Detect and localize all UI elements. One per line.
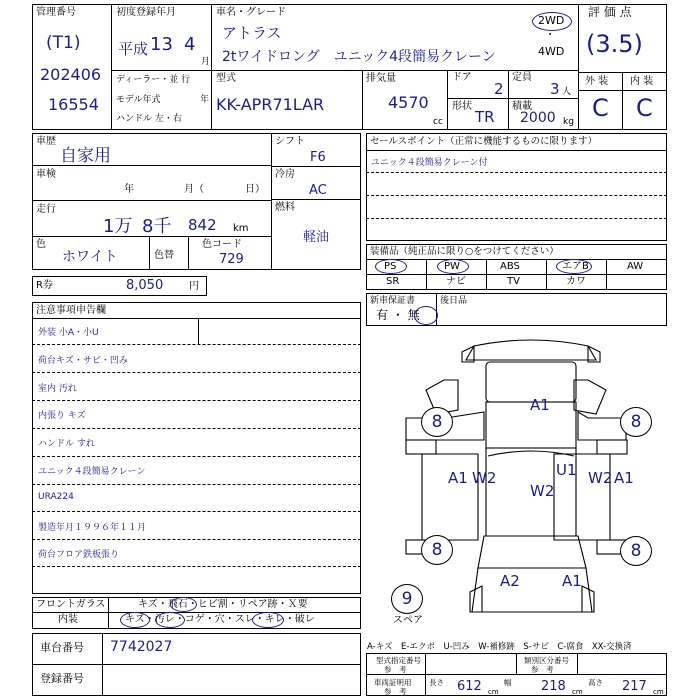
manual-label: 後日品 [440,296,468,306]
ac-value: AC [309,183,327,198]
width-value: 218 [541,679,566,694]
dealer-label: ディーラー・並 行 [116,75,191,85]
roof-top-outline [466,340,596,360]
drive-4wd: 4WD [538,45,565,58]
inspect-month: 月（ [184,184,204,195]
cert-ref: 参 考 [384,687,407,696]
glass-int-items: キズ・汚レ・コゲ・穴・スレ・キレ・破レ [125,614,315,625]
designation-ref: 参 考 [384,665,407,674]
int-label: 内 装 [630,76,654,87]
equip-ps: PS [384,261,397,272]
length-label: 長さ [429,678,444,687]
load-unit: kg [563,117,574,127]
name-label: 車名・グレード [216,7,286,18]
color-value: ホワイト [62,249,118,265]
disp-unit: cc [433,117,443,127]
recycle-label: R券 [36,280,53,291]
glass-stone-circle [170,597,197,612]
reg-month-unit: 月 [201,57,211,67]
damage-a2-bottom: A2 [500,572,520,590]
recycle-box [32,276,207,296]
inspect-year: 年 [124,184,134,195]
damage-w2-left: W2 [472,469,497,487]
inspect-day: 日） [245,184,265,195]
tire-rear-left-icon: 8 [421,535,453,565]
cert-label: 車両証明用 [374,678,412,687]
height-label: 高さ [588,678,603,687]
fuel-label: 燃料 [275,202,295,213]
load-value: 2000 [520,110,556,126]
cap-label: 定員 [512,72,532,83]
width-unit: cm [572,688,583,696]
use-value: 自家用 [60,146,111,166]
damage-u1: U1 [556,461,577,479]
damage-a1-left: A1 [448,469,468,487]
equip-tv: TV [507,276,520,287]
mileage-sen: 8千 [142,216,172,237]
wheel-arch-fr [597,440,627,454]
tire-front-left-icon: 8 [421,407,453,437]
mirror-right [574,380,606,414]
glass-front-items: キズ・飛石・ヒビ割・リペア跡・Ｘ要 [138,599,308,610]
shape-label: 形状 [452,101,472,112]
equip-navi: ナビ [446,276,466,287]
notes-title: 注意事項申告欄 [36,305,106,316]
sales-title: セールスポイント（正常に機能するものに限ります） [370,136,598,147]
equip-airbag-circle [556,259,592,274]
mileage-rest: 842 [188,216,217,234]
equip-leather: カワ [566,276,586,287]
reg-month: 4 [184,34,196,55]
type-value: KK-APR71LAR [216,95,325,114]
load-label: 積載 [512,101,532,112]
door-label: ドア [452,72,472,83]
recycle-value: 8,050 [126,278,164,293]
cap-value: 3 [550,80,560,98]
note-line-9: 荷台フロア鉄板張り [38,550,120,560]
int-rub-circle [252,612,284,628]
wheel-arch-fl [406,440,436,454]
model-year-unit: 年 [200,95,210,105]
int-dirt-circle [155,612,185,628]
door-value: 2 [494,80,504,98]
cab-windshield [488,451,574,456]
damage-w2-center: W2 [530,482,555,500]
ext-label: 外 装 [585,76,609,87]
equip-sr: SR [386,276,400,287]
name-line2: 2tワイドロング ユニック4段簡易クレーン [222,49,496,65]
reg-era: 平成 [118,40,149,58]
equipment-title: 装備品（純正品に限り○をつけてください） [370,246,559,257]
damage-a1-top: A1 [530,396,550,414]
cap-unit: 人 [562,87,572,97]
damage-legend: A-キズ E-エクボ U-凹み W-補修跡 S-サビ C-腐食 XX-交換済 [367,642,632,652]
drive-2wd: 2WD [538,14,565,27]
kanri-label: 管理番号 [36,7,76,18]
handle-label: ハンドル 左・右 [116,114,182,124]
tire-front-right-icon: 8 [620,407,652,437]
tire-rear-right-icon: 8 [620,536,652,566]
class-label: 類別区分番号 [524,656,569,665]
width-label: 幅 [504,678,512,687]
color-label: 色 [36,239,46,250]
equip-ps-circle [375,259,407,274]
disp-value: 4570 [388,93,429,112]
equip-pw: PW [444,261,460,272]
kanri-num1: 202406 [40,65,102,84]
sales-line1: ユニック４段簡易クレーン付 [371,158,488,168]
warranty-circle [414,306,438,325]
name-line1: アトラス [222,24,282,42]
chassis-label: 車台番号 [40,641,84,654]
equip-abs: ABS [500,261,520,272]
damage-w2-right: W2 [588,469,613,487]
int-scratch-circle [120,612,150,628]
kanri-num2: 16554 [48,95,99,114]
note-line-5: ハンドル すれ [38,439,95,449]
drive-dot: ・ [545,30,555,41]
recycle-unit: 円 [189,281,199,292]
use-label: 車歴 [36,136,56,147]
mileage-unit: km [233,223,249,234]
equip-pw-circle [437,259,469,274]
note-line-8: 製造年月１９９６年１１月 [38,523,147,533]
height-value: 217 [622,679,647,694]
warranty-value: 有 ・ 無 [376,308,420,322]
warranty-label: 新車保証書 [370,296,416,306]
inspect-label: 車検 [36,169,56,180]
reg-number-label: 登録番号 [40,672,84,685]
score-label: 評 価 点 [588,5,632,19]
note-line-1: 外装 小A・小U [38,328,99,338]
front-bumper [478,536,586,568]
equip-airbag: エアB [562,261,589,272]
designation-label: 型式指定番号 [376,656,421,665]
front-lamp-left [470,586,482,612]
mileage-label: 走行 [36,204,56,215]
shape-value: TR [475,108,495,126]
cab-right-top [578,412,626,440]
mileage-man: 1万 [103,216,133,237]
color-code-label: 色コード [202,239,242,250]
reg-year: 13 [150,34,173,55]
damage-a1-right: A1 [614,469,634,487]
front-lamp-right [582,586,594,612]
kanri-grade: (T1) [46,33,81,53]
chassis-value: 7742027 [110,639,173,655]
note-line-3: 室内 汚れ [38,384,77,394]
reg-label: 初度登録年月 [116,7,176,18]
note-line-6: ユニック４段簡易クレーン [38,467,146,477]
note-line-2: 荷台キズ・サビ・凹み [38,356,128,366]
glass-front-label: フロントガラス [36,599,106,610]
color-code-value: 729 [219,252,244,267]
damage-a1-bottom: A1 [562,572,582,590]
color-change-label: 色替 [154,250,174,261]
ac-label: 冷房 [275,169,295,180]
length-value: 612 [457,679,482,694]
note-line-4: 内張り キズ [38,411,86,421]
disp-label: 排気量 [366,73,396,84]
model-year-label: モデル年式 [116,95,161,105]
equip-aw: AW [627,261,644,272]
note-line-7: URA224 [38,492,74,502]
class-ref: 参 考 [531,665,554,674]
length-unit: cm [488,688,499,696]
int-value: C [636,94,653,122]
score-value: (3.5) [586,30,643,58]
shift-label: シフト [275,136,305,147]
shift-value: F6 [310,150,326,165]
type-label: 型式 [216,73,236,84]
spare-label: スペア [393,615,423,626]
body-left-side [422,454,478,540]
height-unit: cm [653,688,664,696]
fuel-value: 軽油 [303,230,330,245]
ext-value: C [592,94,609,122]
glass-int-label: 内装 [58,614,78,625]
spare-tire-icon: 9 [391,584,423,614]
